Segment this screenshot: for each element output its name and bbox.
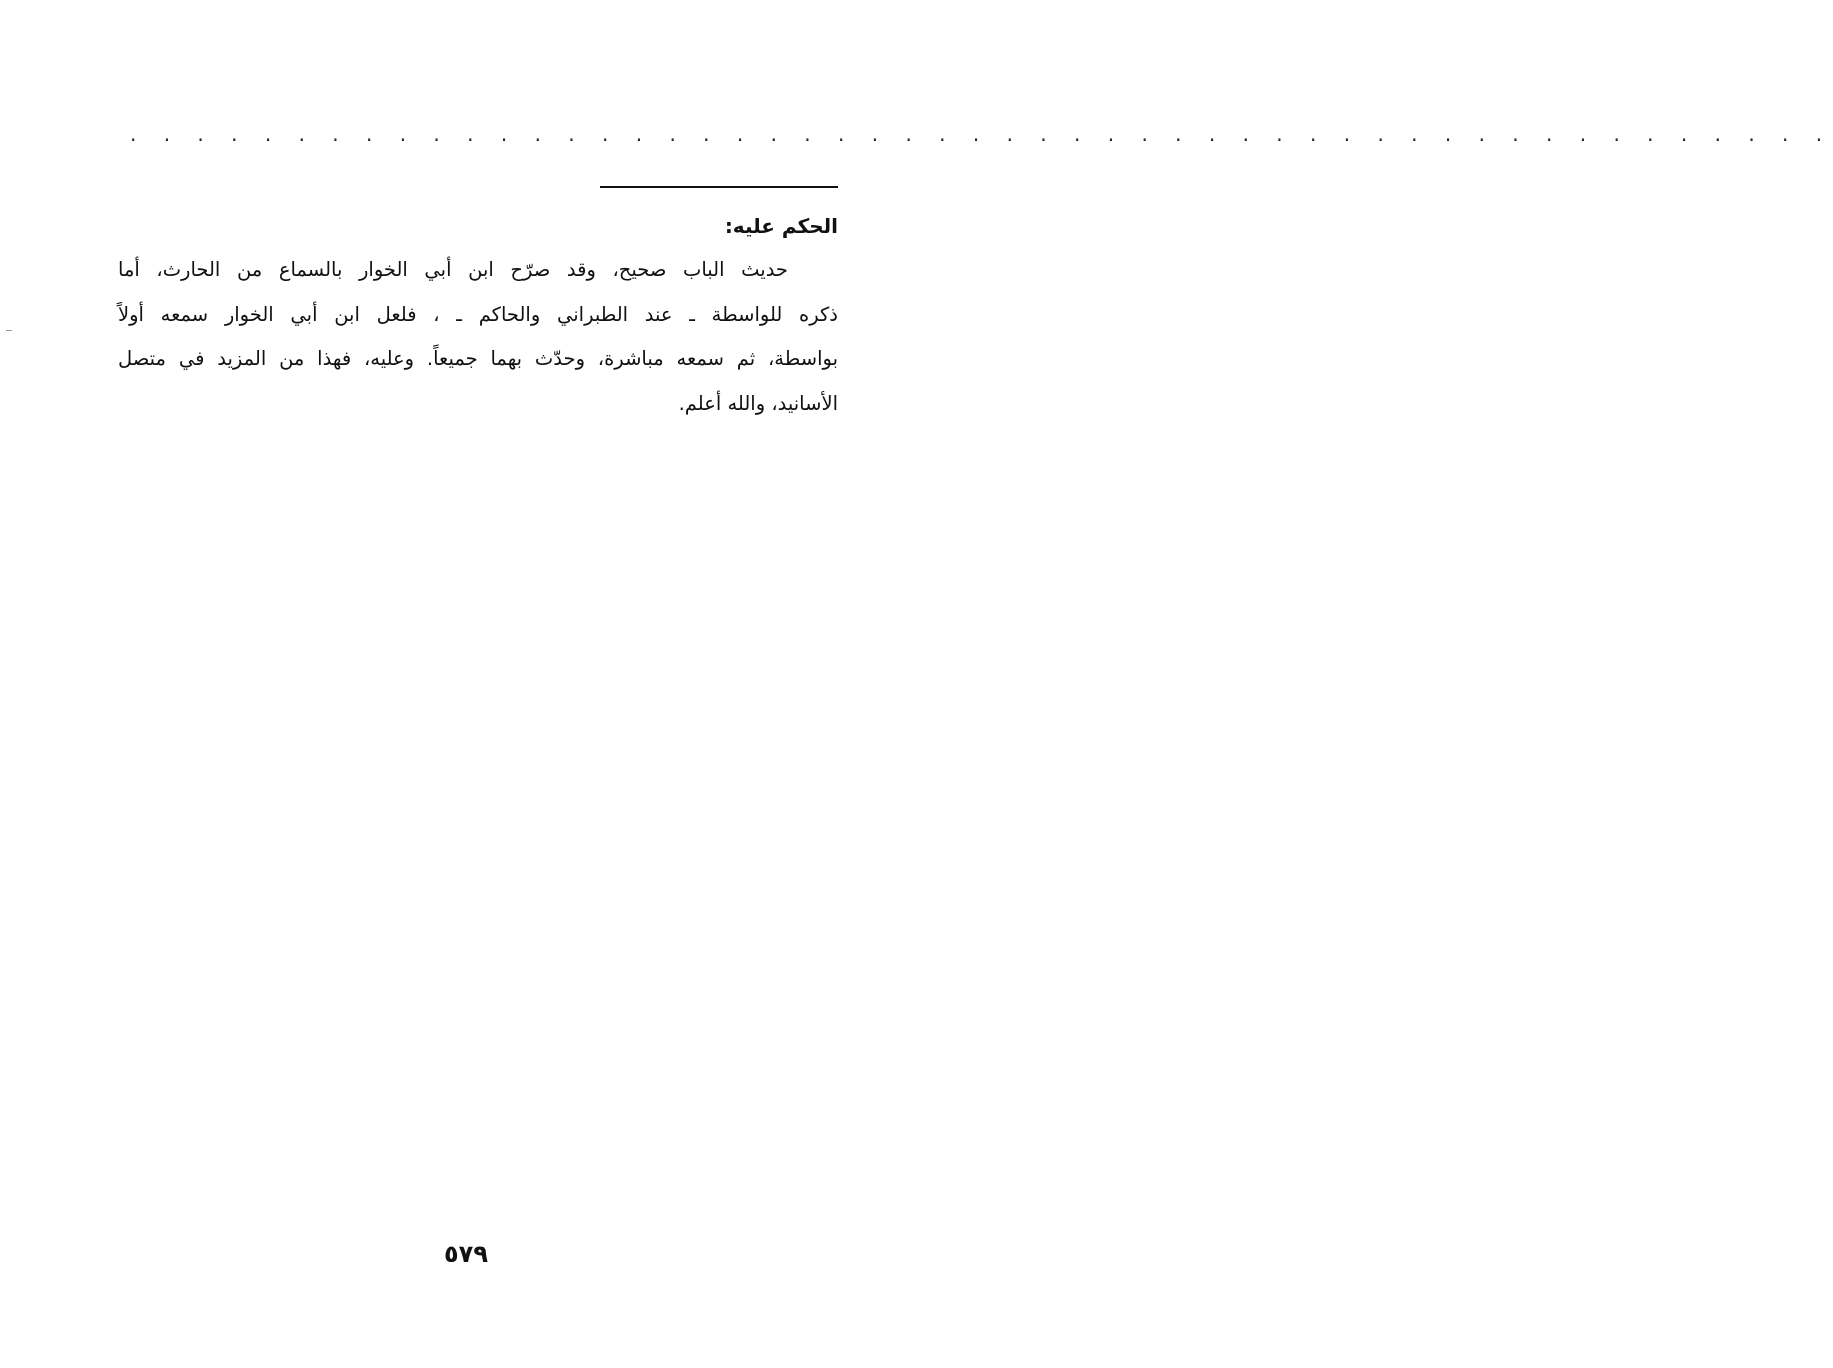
page-number: ٥٧٩ bbox=[444, 1240, 488, 1268]
body-line: حديث الباب صحيح، وقد صرّح ابن أبي الخوار بالسماع من الحارث، أما bbox=[118, 258, 788, 281]
footnote-rule bbox=[600, 186, 838, 188]
body-line: الأسانيد، والله أعلم. bbox=[678, 391, 838, 415]
dotted-separator: . . . . . . . . . . . . . . . . . . . . . . . . . . . . . . . . . . . . . . . . . . . . . . . . . . . bbox=[130, 122, 1833, 146]
body-line: بواسطة، ثم سمعه مباشرة، وحدّث بهما جميعاً. وعليه، فهذا من المزيد في متصل bbox=[118, 347, 838, 370]
section-heading: الحكم عليه: bbox=[724, 214, 838, 238]
body-paragraph bbox=[118, 248, 838, 426]
scan-margin-mark bbox=[6, 330, 12, 331]
body-line: ذكره للواسطة ـ عند الطبراني والحاكم ـ ، فلعل ابن أبي الخوار سمعه أولاً bbox=[118, 302, 838, 326]
